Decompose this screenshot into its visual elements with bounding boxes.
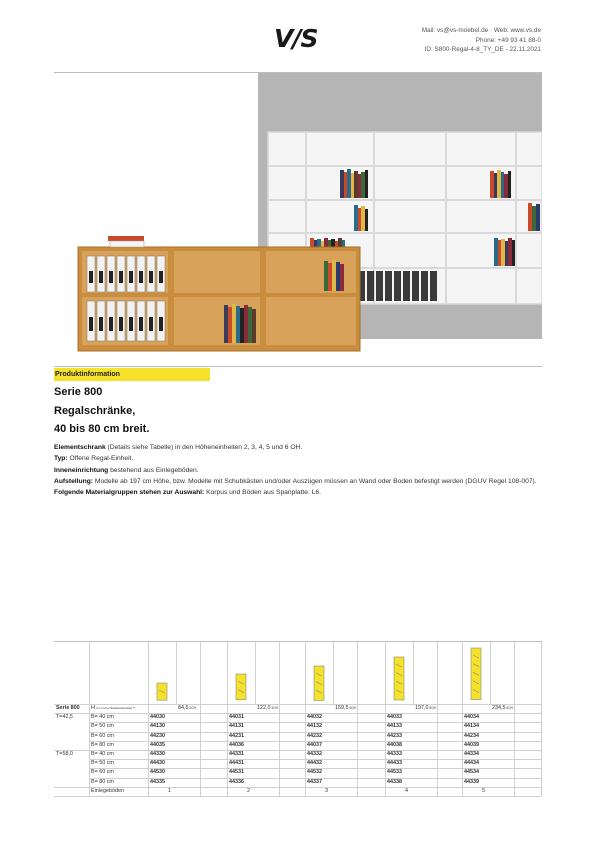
table-article-number: 44432 [307,760,322,767]
table-article-number: 44031 [229,714,244,721]
cabinet-height-icon [313,664,327,702]
vs-logo: V/S [274,24,318,53]
table-article-number: 44039 [464,741,479,748]
table-vline [148,642,149,796]
table-width-label: B= 50 cm [91,760,114,767]
table-width-label: B= 80 cm [91,741,114,748]
table-height-value [335,704,356,713]
table-article-number: 44338 [387,778,402,785]
contact-info [422,26,541,55]
table-vline [227,642,228,796]
table-article-number: 44330 [150,751,165,757]
table-article-number: 44431 [229,760,244,767]
section-divider [54,366,542,367]
height-unit: 4OH [348,706,356,710]
table-article-number: 44230 [150,732,165,739]
table-article-number: 44132 [307,723,322,730]
height-note: (in cm bei Standardsockel) ** [96,706,136,710]
table-width-label: B= 40 cm [91,714,114,721]
table-hline [54,787,541,788]
table-article-number: 44030 [150,714,165,721]
height-value: 159,5 [335,705,349,711]
table-height-value [178,704,196,713]
table-article-number: 44530 [150,769,165,776]
table-vline [541,642,542,796]
table-width-label: B= 50 cm [91,723,114,730]
table-vline [255,642,256,704]
cabinet-height-icon [235,672,249,702]
table-vline [462,642,463,796]
table-height-label [91,704,135,713]
table-article-number: 44339 [464,778,479,785]
table-article-number: 44434 [464,760,479,767]
table-article-number: 44033 [387,714,402,721]
table-article-number: 44133 [387,723,402,730]
table-width-label: B= 60 cm [91,732,114,739]
table-article-number: 44331 [229,751,244,757]
height-unit: 5OH [428,706,436,710]
table-width-label: B= 40 cm [91,751,114,757]
table-article-number: 44134 [464,723,479,730]
product-title: Regalschränke, [54,405,136,417]
desc-interior: Inneneinrichtung bestehend aus Einlegeböden. [54,466,199,474]
table-width-label: B= 60 cm [91,769,114,776]
table-vline [413,642,414,704]
table-vline [357,642,358,796]
table-height-value [257,704,278,713]
table-series-label: Serie 800 [56,705,80,711]
table-article-number: 44332 [307,751,322,757]
table-shelves-count: 2 [247,787,250,794]
table-article-number: 44034 [464,714,479,721]
height-label: H [91,705,97,711]
table-article-number: 44333 [387,751,402,757]
table-vline [176,642,177,704]
product-subtitle: 40 bis 80 cm breit. [54,423,150,435]
table-vline [514,642,515,796]
table-vline [89,642,90,796]
table-article-number: 44038 [387,741,402,748]
table-depth-label: T=58,0 [56,751,73,757]
height-value: 122,0 [257,705,271,711]
table-hline [54,796,541,797]
table-vline [305,642,306,796]
table-article-number: 44334 [464,751,479,757]
table-article-number: 44232 [307,732,322,739]
contact-phone: Phone: +49 93 41 88-0 [475,36,541,44]
table-article-number: 44534 [464,769,479,776]
desc-type: Typ: Offene Regal-Einheit. [54,455,134,463]
table-vline [200,642,201,796]
table-shelves-count: 1 [168,787,171,794]
cabinet-height-icon [156,681,170,702]
table-vline [437,642,438,796]
table-article-number: 44233 [387,732,402,739]
height-value: 84,5 [178,705,189,711]
table-article-number: 44036 [229,741,244,748]
table-vline [385,642,386,796]
product-image [54,73,542,353]
table-shelves-count: 3 [325,787,328,794]
table-vline [490,642,491,704]
table-shelves-count: 5 [482,787,485,794]
table-article-number: 44037 [307,741,322,748]
table-article-number: 44130 [150,723,165,730]
table-article-number: 44532 [307,769,322,776]
height-unit: 3OH [270,706,278,710]
height-value: 197,0 [415,705,429,711]
table-article-number: 44336 [229,778,244,785]
table-article-number: 44035 [150,741,165,748]
table-article-number: 44533 [387,769,402,776]
contact-mail-web: Mail: vs@vs-moebel.de · Web: www.vs.de [421,27,541,34]
cabinet-height-icon [470,646,484,702]
article-table [54,642,541,812]
height-value: 234,5 [492,705,506,711]
document-id: ID: S800-Regal-4-8_TY_DE - 22.11.2021 [424,46,541,54]
table-article-number: 44531 [229,769,244,776]
table-article-number: 44131 [229,723,244,730]
table-height-value [415,704,436,713]
height-unit: 2OH [188,706,196,710]
table-depth-label: T=42,5 [56,714,73,721]
table-width-label: B= 80 cm [91,778,114,785]
table-article-number: 44430 [150,760,165,767]
table-height-value [492,704,513,713]
section-tag: Produktinformation [54,368,210,381]
table-shelves-count: 4 [405,787,408,794]
table-article-number: 44231 [229,732,244,739]
desc-element: Elementschrank (Details siehe Tabelle) in den Höheneinheiten 2, 3, 4, 5 und 6 OH. [54,444,303,451]
series-title: Serie 800 [54,386,103,398]
height-unit: 6OH [505,706,513,710]
table-article-number: 44337 [307,778,322,785]
table-article-number: 44433 [387,760,402,767]
table-article-number: 44335 [150,778,165,785]
description [54,442,542,498]
cabinet-height-icon [393,655,407,702]
desc-installation: Aufstellung: Modelle ab 197 cm Höhe, bzw. Modelle mit Schubkästen und/oder Auszügen müssen an Wand oder Boden befestigt werden (DGUV Regel 108-007). [54,477,537,485]
table-shelves-label: Einlegeböden [91,787,124,794]
desc-materials: Folgende Materialgruppen stehen zur Auswahl: Korpus und Böden aus Spanplatte: L6. [54,489,321,497]
shelf-illustration [54,73,542,353]
table-vline [279,642,280,796]
table-article-number: 44234 [464,732,479,739]
table-vline [333,642,334,704]
table-article-number: 44032 [307,714,322,721]
